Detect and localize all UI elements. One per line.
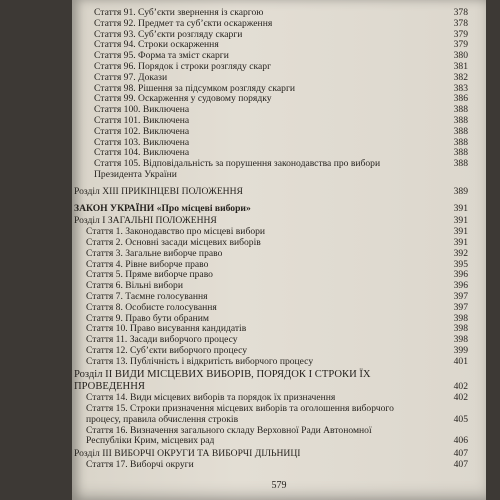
toc-entry-page: 379 [453,39,468,51]
toc-entry-title: Стаття 94. Строки оскарження [94,39,219,51]
toc-entry-page: 391 [453,202,468,214]
toc-entry-title: Стаття 95. Форма та зміст скарги [94,50,229,62]
toc-entry [72,458,486,471]
toc-entry-title: Республіки Крим, місцевих рад [86,435,215,447]
toc-section-entry [72,368,486,381]
toc-entry-page: 381 [453,61,468,72]
toc-entry-title: Стаття 8. Особисте голосування [86,301,217,313]
toc-entry-page: 389 [453,185,468,197]
toc-entry-title: Стаття 5. Пряме виборче право [86,269,213,281]
toc-section-entry [72,185,486,198]
toc-entry-page: 391 [453,215,468,227]
toc-entry-page: 392 [453,247,468,259]
toc-entry-page: 379 [453,28,468,40]
toc-entry-page: 382 [453,71,468,83]
toc-entry-title: Президента України [94,169,177,180]
toc-entry-page: 378 [453,17,468,29]
toc-entry-title: Стаття 97. Докази [94,71,168,83]
toc-entry-title: Стаття 103. Виключена [94,136,190,148]
toc-entry-title: Стаття 17. Виборчі округи [86,459,194,470]
toc-entry-page: 396 [453,280,468,292]
toc-entry-title: Стаття 7. Таємне голосування [86,291,208,302]
toc-entry-title: Стаття 92. Предмет та суб’єкти оскарження [94,17,273,29]
toc-entry-title: Стаття 3. Загальне виборче право [86,247,223,259]
toc-entry-page: 391 [453,237,468,248]
toc-entry-page: 398 [453,312,468,324]
toc-entry-page: 405 [453,413,468,425]
toc-entry-page: 388 [453,136,468,148]
toc-entry-title: Стаття 105. Відповідальність за порушення законодавства про вибори [94,158,381,170]
toc-entry-title: Стаття 6. Вільні вибори [86,280,183,292]
toc-entry-page: 397 [453,301,468,313]
toc-entry-title: Стаття 99. Оскарження у судовому порядку [94,93,272,105]
toc-entry-page: 388 [453,125,468,137]
toc-entry-title: Стаття 96. Порядок і строки розгляду скарг [94,61,272,72]
toc-entry-page: 399 [453,345,468,356]
toc-entry [72,168,486,181]
toc-entry-page: 407 [453,448,468,460]
toc-entry-page: 401 [453,355,468,367]
toc-entry-title: Стаття 15. Строки призначення місцевих виборів та оголошення виборчого [86,403,394,414]
toc-entry-title: Стаття 1. Законодавство про місцеві вибори [86,226,266,238]
toc-entry-page: 397 [453,291,468,302]
toc-entry-title: Стаття 102. Виключена [94,125,190,137]
toc-entry-title: Стаття 14. Види місцевих виборів та порядок їх призначення [86,392,336,404]
toc-entry-title: Стаття 98. Рішення за підсумком розгляду скарги [94,82,296,94]
toc-entry-title: Стаття 93. Суб’єкти розгляду скарги [94,28,243,40]
toc-entry-page: 388 [453,115,468,126]
toc-entry-page: 407 [453,459,468,470]
toc-entry-page: 395 [453,258,468,270]
toc-section-title: Розділ II ВИДИ МІСЦЕВИХ ВИБОРІВ, ПОРЯДОК І СТРОКИ ЇХ [74,368,371,380]
toc-entry-title: Стаття 9. Право бути обраним [86,312,210,324]
toc-entry-page: 402 [453,392,468,404]
toc-entry-title: процесу, правила обчислення строків [86,413,239,425]
law-heading [72,202,486,215]
toc-section-title: Розділ III ВИБОРЧІ ОКРУГИ ТА ВИБОРЧІ ДІЛЬНИЦІ [74,448,301,460]
law-title: ЗАКОН УКРАЇНИ «Про місцеві вибори» [74,202,251,214]
toc-entry-title: Стаття 16. Визначення загального складу Верховної Ради Автономної [86,424,372,436]
toc-entry-page: 398 [453,323,468,335]
toc-entry-title: Стаття 104. Виключена [94,147,190,159]
toc-entry-page: 380 [453,50,468,62]
toc-section-title: Розділ XIII ПРИКІНЦЕВІ ПОЛОЖЕННЯ [74,185,243,197]
toc-section-title: ПРОВЕДЕННЯ [74,381,145,393]
toc-entry-page: 402 [453,381,468,393]
toc-entry-title: Стаття 91. Суб’єкти звернення із скаргою [94,7,264,18]
book-page [72,0,486,500]
toc-entry-title: Стаття 13. Публічність і відкритість виборчого процесу [86,355,314,367]
toc-section-title: Розділ І ЗАГАЛЬНІ ПОЛОЖЕННЯ [74,215,217,227]
toc-entry-page: 398 [453,334,468,346]
toc-entry-page: 388 [453,147,468,159]
toc-entry-page: 396 [453,269,468,281]
toc-entry-page: 383 [453,82,468,94]
toc-entry-title: Стаття 4. Рівне виборче право [86,258,209,270]
toc-entry-page: 388 [453,104,468,116]
toc-entry-page: 386 [453,93,468,105]
page-number: 579 [271,480,287,491]
toc-entry-title: Стаття 101. Виключена [94,115,190,126]
toc-entry [72,434,486,447]
toc-entry-page: 391 [453,226,468,238]
toc-entry-page: 406 [453,435,468,447]
toc-entry-title: Стаття 10. Право висування кандидатів [86,323,247,335]
toc-entry [72,355,486,368]
toc-entry-page: 378 [453,7,468,18]
toc-entry-page: 388 [453,158,468,170]
toc-entry-title: Стаття 11. Засади виборчого процесу [86,334,238,346]
toc-entry-title: Стаття 2. Основні засади місцевих виборів [86,237,261,248]
toc-entry-title: Стаття 100. Виключена [94,104,190,116]
toc-entry-title: Стаття 12. Суб’єкти виборчого процесу [86,345,248,356]
